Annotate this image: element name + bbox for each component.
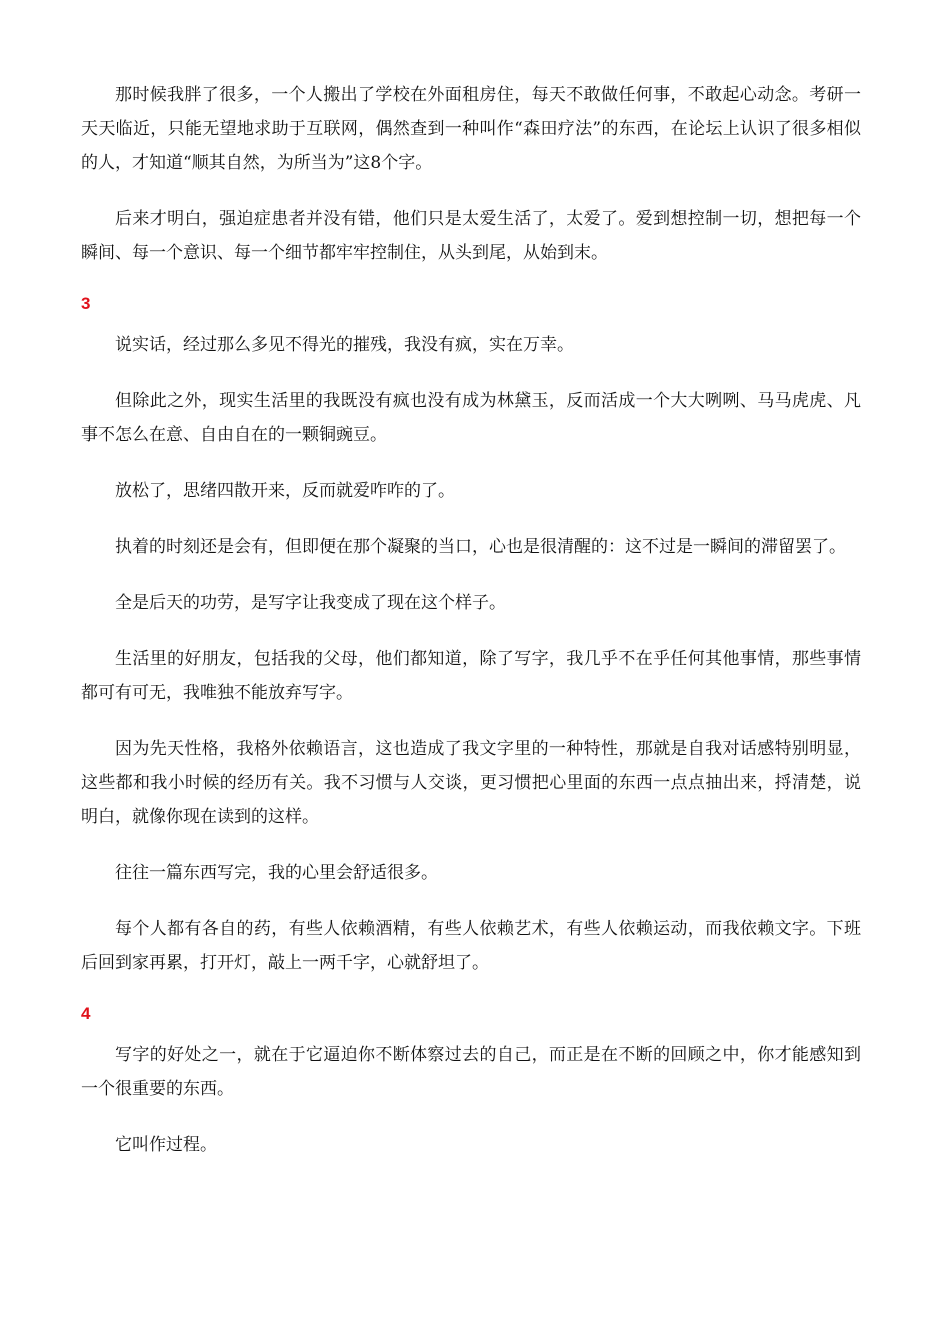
paragraph: 每个人都有各自的药，有些人依赖酒精，有些人依赖艺术，有些人依赖运动，而我依赖文字。下班后回到家再累，打开灯，敲上一两千字，心就舒坦了。 — [81, 919, 861, 973]
paragraph: 执着的时刻还是会有，但即便在那个凝聚的当口，心也是很清醒的：这不过是一瞬间的滞留罢了。 — [115, 537, 846, 557]
paragraph: 往往一篇东西写完，我的心里会舒适很多。 — [115, 863, 438, 883]
paragraph: 放松了，思绪四散开来，反而就爱咋咋的了。 — [115, 481, 455, 501]
paragraph: 说实话，经过那么多见不得光的摧残，我没有疯，实在万幸。 — [115, 335, 574, 355]
paragraph: 但除此之外，现实生活里的我既没有疯也没有成为林黛玉，反而活成一个大大咧咧、马马虎虎、凡事不怎么在意、自由自在的一颗铜豌豆。 — [81, 391, 861, 445]
paragraph: 后来才明白，强迫症患者并没有错，他们只是太爱生活了，太爱了。爱到想控制一切，想把每一个瞬间、每一个意识、每一个细节都牢牢控制住，从头到尾，从始到末。 — [81, 209, 861, 263]
section-number: 4 — [81, 1004, 91, 1023]
paragraph: 生活里的好朋友，包括我的父母，他们都知道，除了写字，我几乎不在乎任何其他事情，那些事情都可有可无，我唯独不能放弃写字。 — [81, 649, 861, 703]
paragraph: 那时候我胖了很多，一个人搬出了学校在外面租房住，每天不敢做任何事，不敢起心动念。考研一天天临近，只能无望地求助于互联网，偶然查到一种叫作“森田疗法”的东西，在论坛上认识了很多相似的人，才知道“顺其自然，为所当为”这8个字。 — [81, 85, 861, 173]
paragraph: 写字的好处之一，就在于它逼迫你不断体察过去的自己，而正是在不断的回顾之中，你才能感知到一个很重要的东西。 — [81, 1045, 861, 1099]
section-number: 3 — [81, 294, 91, 313]
paragraph: 全是后天的功劳，是写字让我变成了现在这个样子。 — [115, 593, 506, 613]
paragraph: 因为先天性格，我格外依赖语言，这也造成了我文字里的一种特性，那就是自我对话感特别明显，这些都和我小时候的经历有关。我不习惯与人交谈，更习惯把心里面的东西一点点抽出来，捋清楚，说明白，就像你现在读到的这样。 — [81, 739, 861, 827]
paragraph: 它叫作过程。 — [115, 1135, 217, 1155]
article-body — [81, 78, 861, 1184]
